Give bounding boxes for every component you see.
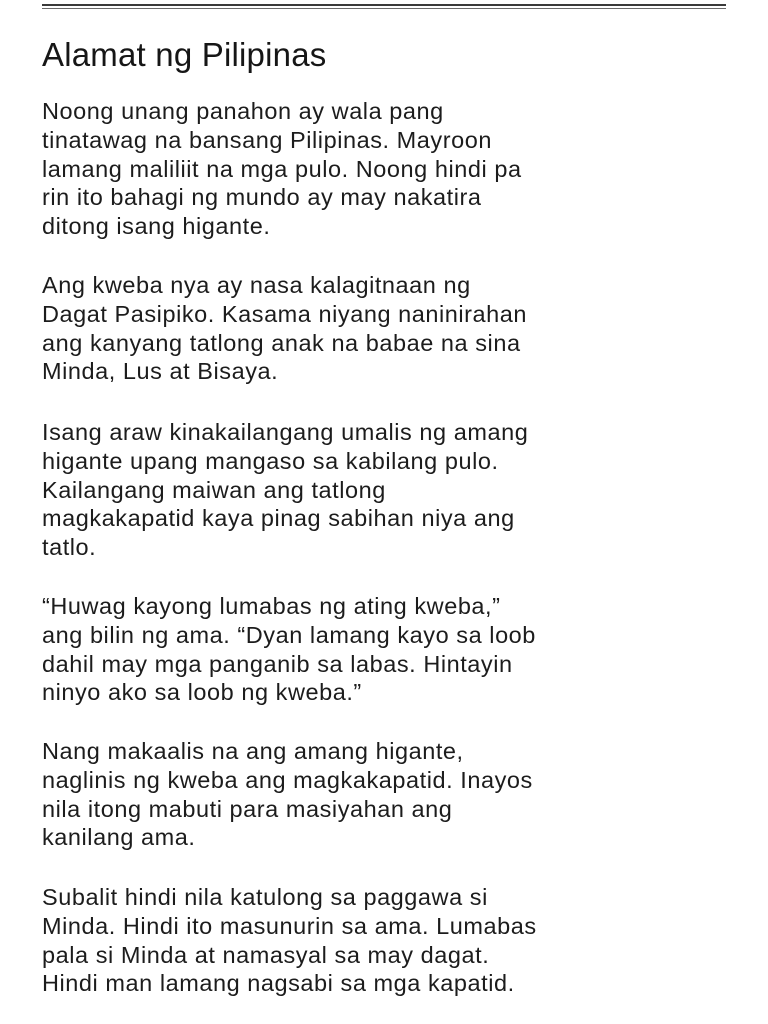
text-line: kanilang ama. (42, 824, 196, 851)
header-rule-thick (42, 4, 726, 6)
paragraph-1 (42, 97, 742, 241)
text-line: tatlo. (42, 534, 97, 561)
text-line: ninyo ako sa loob ng kweba.” (42, 679, 362, 706)
text-line: nila itong mabuti para masiyahan ang (42, 795, 453, 822)
text-line: pala si Minda at namasyal sa may dagat. (42, 941, 490, 968)
text-line: Noong unang panahon ay wala pang (42, 98, 444, 124)
text-line: Minda, Lus at Bisaya. (42, 358, 279, 385)
text-line: lamang maliliit na mga pulo. Noong hindi pa (42, 155, 522, 182)
text-line: ang bilin ng ama. “Dyan lamang kayo sa loob (42, 621, 536, 648)
text-line: Subalit hindi nila katulong sa paggawa si (42, 884, 488, 910)
text-line: higante upang mangaso sa kabilang pulo. (42, 447, 499, 474)
paragraph-2 (42, 271, 742, 386)
text-line: Minda. Hindi ito masunurin sa ama. Lumabas (42, 912, 537, 939)
document-title: Alamat ng Pilipinas (42, 36, 327, 73)
paragraph-6 (42, 883, 742, 998)
header-rule-thin (42, 8, 726, 9)
text-line: Hindi man lamang nagsabi sa mga kapatid. (42, 970, 515, 997)
text-line: dahil may mga panganib sa labas. Hintayin (42, 650, 513, 677)
text-line: tinatawag na bansang Pilipinas. Mayroon (42, 126, 492, 153)
text-line: ditong isang higante. (42, 213, 271, 240)
text-line: Nang makaalis na ang amang higante, (42, 738, 464, 764)
text-line: Ang kweba nya ay nasa kalagitnaan ng (42, 272, 471, 298)
text-line: rin ito bahagi ng mundo ay may nakatira (42, 184, 482, 211)
paragraph-4 (42, 592, 742, 707)
text-line: “Huwag kayong lumabas ng ating kweba,” (42, 593, 501, 619)
paragraph-3 (42, 418, 742, 562)
text-line: magkakapatid kaya pinag sabihan niya ang (42, 505, 515, 532)
paragraph-5 (42, 737, 742, 852)
text-line: Kailangang maiwan ang tatlong (42, 476, 386, 503)
text-line: Dagat Pasipiko. Kasama niyang naninirahan (42, 300, 528, 327)
text-line: ang kanyang tatlong anak na babae na sina (42, 329, 521, 356)
text-line: Isang araw kinakailangang umalis ng amang (42, 419, 529, 445)
text-line: naglinis ng kweba ang magkakapatid. Inayos (42, 766, 533, 793)
